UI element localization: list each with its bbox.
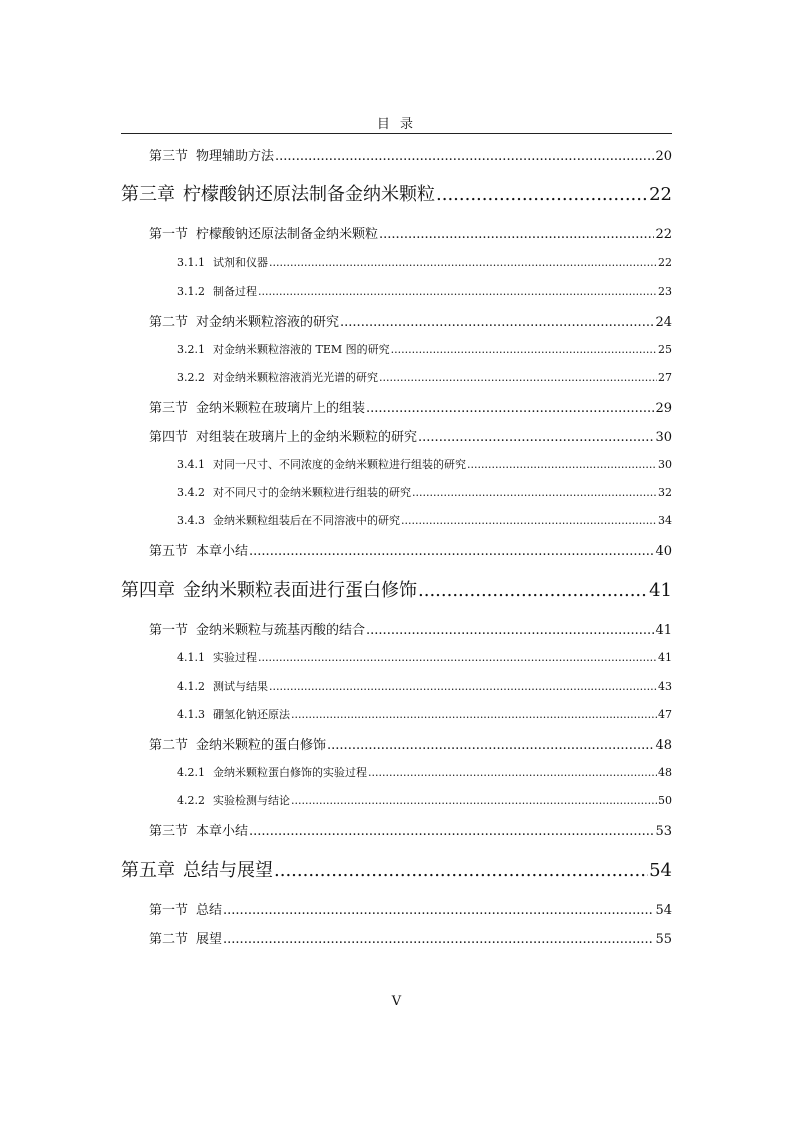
toc-entry-number: 第三章 xyxy=(121,184,175,205)
toc-entry-page: 24 xyxy=(655,315,672,330)
toc-entry-page: 27 xyxy=(658,371,672,384)
page-number: V xyxy=(391,994,402,1009)
toc-entry-title: 金纳米颗粒蛋白修饰的实验过程 xyxy=(213,766,367,779)
toc-entry-page: 22 xyxy=(658,256,672,269)
toc-leader-dots xyxy=(368,766,657,779)
toc-entry-subsection[interactable] xyxy=(177,456,672,472)
toc-entry-subsection[interactable] xyxy=(177,254,672,270)
toc-entry-title: 展望 xyxy=(196,932,223,947)
toc-leader-dots xyxy=(366,401,654,416)
toc-entry-title: 实验检测与结论 xyxy=(213,794,290,807)
toc-entry-page: 22 xyxy=(649,184,672,205)
toc-entry-page: 55 xyxy=(655,932,672,947)
toc-entry-title: 对不同尺寸的金纳米颗粒进行组装的研究 xyxy=(213,486,411,499)
toc-entry-page: 50 xyxy=(658,794,672,807)
page-header: 目 录 xyxy=(376,117,417,132)
toc-entry-page: 25 xyxy=(658,343,672,356)
toc-entry-number: 3.4.3 xyxy=(177,514,205,527)
toc-entry-subsection[interactable] xyxy=(177,512,672,528)
toc-entry-chapter[interactable] xyxy=(121,180,672,206)
toc-entry-number: 4.1.1 xyxy=(177,651,205,664)
toc-entry-number: 4.2.1 xyxy=(177,766,205,779)
toc-leader-dots xyxy=(249,824,654,839)
header-rule xyxy=(121,133,672,134)
toc-leader-dots xyxy=(401,514,657,527)
toc-leader-dots xyxy=(249,544,654,559)
toc-leader-dots xyxy=(379,227,654,242)
toc-entry-number: 3.1.2 xyxy=(177,285,205,298)
toc-entry-title: 本章小结 xyxy=(196,544,249,559)
toc-leader-dots xyxy=(269,680,657,693)
toc-entry-section[interactable] xyxy=(149,540,672,559)
toc-leader-dots xyxy=(391,343,657,356)
toc-entry-title: 硼氢化钠还原法 xyxy=(213,708,290,721)
toc-entry-number: 第一节 xyxy=(149,903,189,918)
toc-entry-page: 40 xyxy=(655,544,672,559)
toc-leader-dots xyxy=(412,486,657,499)
toc-entry-title: 测试与结果 xyxy=(213,680,268,693)
toc-entry-number: 第四章 xyxy=(121,580,175,601)
toc-entry-title: 柠檬酸钠还原法制备金纳米颗粒 xyxy=(183,184,435,205)
toc-entry-section[interactable] xyxy=(149,145,672,164)
toc-leader-dots xyxy=(379,371,657,384)
toc-entry-number: 第二节 xyxy=(149,738,189,753)
toc-leader-dots xyxy=(418,580,648,601)
toc-leader-dots xyxy=(269,256,657,269)
toc-entry-page: 48 xyxy=(655,738,672,753)
toc-entry-number: 第二节 xyxy=(149,932,189,947)
toc-entry-page: 23 xyxy=(658,285,672,298)
toc-entry-page: 47 xyxy=(658,708,672,721)
toc-leader-dots xyxy=(291,794,657,807)
toc-entry-page: 34 xyxy=(658,514,672,527)
toc-entry-number: 第三节 xyxy=(149,824,189,839)
toc-entry-section[interactable] xyxy=(149,820,672,839)
toc-entry-number: 第一节 xyxy=(149,227,189,242)
toc-entry-title: 金纳米颗粒的蛋白修饰 xyxy=(196,738,327,753)
toc-entry-number: 第二节 xyxy=(149,315,189,330)
toc-entry-page: 53 xyxy=(655,824,672,839)
toc-entry-page: 29 xyxy=(655,401,672,416)
toc-entry-number: 第五节 xyxy=(149,544,189,559)
toc-entry-number: 第三节 xyxy=(149,149,189,164)
toc-leader-dots xyxy=(223,903,654,918)
toc-leader-dots xyxy=(467,458,657,471)
toc-entry-title: 对金纳米颗粒溶液消光光谱的研究 xyxy=(213,371,378,384)
toc-leader-dots xyxy=(275,149,654,164)
toc-leader-dots xyxy=(291,708,657,721)
toc-entry-title: 物理辅助方法 xyxy=(196,149,275,164)
toc-entry-section[interactable] xyxy=(149,223,672,242)
toc-entry-title: 总结与展望 xyxy=(183,860,273,881)
toc-entry-title: 金纳米颗粒组装后在不同溶液中的研究 xyxy=(213,514,400,527)
toc-entry-number: 3.2.1 xyxy=(177,343,205,356)
toc-entry-subsection[interactable] xyxy=(177,649,672,665)
toc-entry-page: 54 xyxy=(655,903,672,918)
toc-leader-dots xyxy=(223,932,654,947)
toc-entry-subsection[interactable] xyxy=(177,369,672,385)
toc-entry-title: 金纳米颗粒在玻璃片上的组装 xyxy=(196,401,366,416)
toc-entry-title: 本章小结 xyxy=(196,824,249,839)
toc-entry-section[interactable] xyxy=(149,311,672,330)
toc-entry-title: 柠檬酸钠还原法制备金纳米颗粒 xyxy=(196,227,379,242)
toc-leader-dots xyxy=(258,651,657,664)
toc-entry-page: 20 xyxy=(655,149,672,164)
toc-entry-section[interactable] xyxy=(149,734,672,753)
toc-entry-chapter[interactable] xyxy=(121,576,672,602)
toc-leader-dots xyxy=(418,430,654,445)
toc-entry-title: 实验过程 xyxy=(213,651,257,664)
toc-entry-number: 3.1.1 xyxy=(177,256,205,269)
toc-entry-chapter[interactable] xyxy=(121,856,672,882)
toc-entry-number: 4.1.2 xyxy=(177,680,205,693)
toc-entry-title: 试剂和仪器 xyxy=(213,256,268,269)
toc-entry-number: 3.4.2 xyxy=(177,486,205,499)
toc-entry-title: 对金纳米颗粒溶液的 TEM 图的研究 xyxy=(213,343,390,356)
toc-entry-number: 第三节 xyxy=(149,401,189,416)
toc-entry-page: 22 xyxy=(655,227,672,242)
toc-entry-page: 54 xyxy=(649,860,672,881)
toc-leader-dots xyxy=(327,738,654,753)
toc-leader-dots xyxy=(258,285,657,298)
toc-entry-subsection[interactable] xyxy=(177,706,672,722)
toc-entry-number: 第四节 xyxy=(149,430,189,445)
toc-entry-subsection[interactable] xyxy=(177,678,672,694)
toc-entry-section[interactable] xyxy=(149,928,672,947)
toc-entry-subsection[interactable] xyxy=(177,484,672,500)
toc-entry-page: 30 xyxy=(655,430,672,445)
toc-entry-number: 第一节 xyxy=(149,623,189,638)
toc-entry-page: 43 xyxy=(658,680,672,693)
toc-leader-dots xyxy=(274,860,648,881)
toc-entry-page: 41 xyxy=(649,580,672,601)
toc-entry-section[interactable] xyxy=(149,426,672,445)
toc-entry-number: 3.4.1 xyxy=(177,458,205,471)
toc-entry-subsection[interactable] xyxy=(177,792,672,808)
toc-entry-title: 对组装在玻璃片上的金纳米颗粒的研究 xyxy=(196,430,418,445)
toc-entry-number: 3.2.2 xyxy=(177,371,205,384)
toc-entry-subsection[interactable] xyxy=(177,283,672,299)
toc-entry-title: 对金纳米颗粒溶液的研究 xyxy=(196,315,340,330)
toc-entry-subsection[interactable] xyxy=(177,341,672,357)
toc-leader-dots xyxy=(340,315,654,330)
toc-entry-page: 41 xyxy=(658,651,672,664)
toc-entry-title: 对同一尺寸、不同浓度的金纳米颗粒进行组装的研究 xyxy=(213,458,466,471)
toc-entry-title: 制备过程 xyxy=(213,285,257,298)
toc-leader-dots xyxy=(366,623,654,638)
toc-entry-page: 32 xyxy=(658,486,672,499)
toc-entry-title: 金纳米颗粒表面进行蛋白修饰 xyxy=(183,580,417,601)
toc-entry-section[interactable] xyxy=(149,397,672,416)
toc-entry-title: 总结 xyxy=(196,903,223,918)
toc-entry-page: 48 xyxy=(658,766,672,779)
toc-entry-number: 第五章 xyxy=(121,860,175,881)
toc-entry-page: 41 xyxy=(655,623,672,638)
toc-entry-title: 金纳米颗粒与巯基丙酸的结合 xyxy=(196,623,366,638)
toc-entry-number: 4.2.2 xyxy=(177,794,205,807)
toc-entry-number: 4.1.3 xyxy=(177,708,205,721)
toc-leader-dots xyxy=(436,184,648,205)
toc-entry-page: 30 xyxy=(658,458,672,471)
toc-entry-section[interactable] xyxy=(149,619,672,638)
toc-entry-subsection[interactable] xyxy=(177,764,672,780)
toc-entry-section[interactable] xyxy=(149,899,672,918)
